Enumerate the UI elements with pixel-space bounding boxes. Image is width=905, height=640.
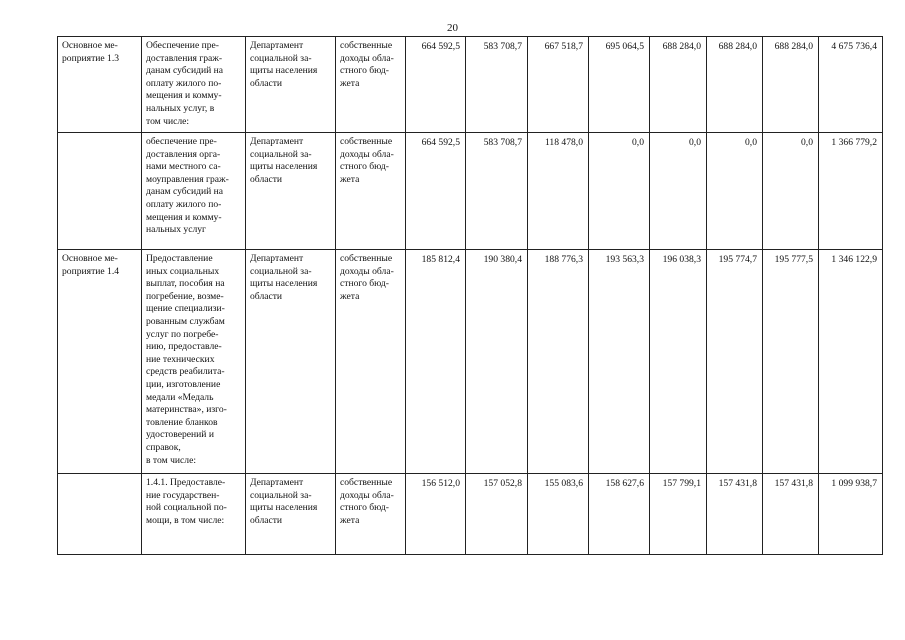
value-cell: 155 083,6 [528,474,589,555]
value-cell: 583 708,7 [466,37,528,133]
budget-table [57,36,883,555]
value-cell: 185 812,4 [406,250,466,474]
source-cell: собственные доходы обла- стного бюд- жета [336,474,406,555]
value-cell: 583 708,7 [466,133,528,250]
value-cell: 158 627,6 [589,474,650,555]
description-cell: Обеспечение пре- доставления граж- данам субсидий на оплату жилого по- мещения и комму- нальных услуг, в том числе: [142,37,246,133]
value-cell: 195 774,7 [707,250,763,474]
value-cell: 0,0 [650,133,707,250]
description-cell: обеспечение пре- доставления орга- нами местного са- моуправления граж- данам субсидий на оплату жилого по- мещения и комму- нальных услуг [142,133,246,250]
source-cell: собственные доходы обла- стного бюд- жета [336,37,406,133]
value-cell: 188 776,3 [528,250,589,474]
value-cell: 193 563,3 [589,250,650,474]
executor-cell: Департамент социальной за- щиты населения области [246,474,336,555]
executor-cell: Департамент социальной за- щиты населения области [246,37,336,133]
value-cell: 664 592,5 [406,37,466,133]
total-cell: 1 346 122,9 [819,250,883,474]
table-row [58,250,883,474]
table-row [58,37,883,133]
value-cell: 0,0 [707,133,763,250]
value-cell: 664 592,5 [406,133,466,250]
value-cell: 0,0 [589,133,650,250]
value-cell: 157 052,8 [466,474,528,555]
value-cell: 688 284,0 [650,37,707,133]
value-cell: 157 431,8 [763,474,819,555]
measure-cell: Основное ме- роприятие 1.4 [58,250,142,474]
value-cell: 157 431,8 [707,474,763,555]
total-cell: 1 099 938,7 [819,474,883,555]
value-cell: 195 777,5 [763,250,819,474]
value-cell: 688 284,0 [707,37,763,133]
value-cell: 667 518,7 [528,37,589,133]
description-cell: Предоставление иных социальных выплат, пособия на погребение, возме- щение специализи- рованным службам услуг по погребе- нию, предоставле- ние технических средств реабилита- ции, изготовление медали «Медаль материнства», изго- товление бланков удостоверений и справок, в том числе: [142,250,246,474]
value-cell: 0,0 [763,133,819,250]
value-cell: 118 478,0 [528,133,589,250]
measure-cell: Основное ме- роприятие 1.3 [58,37,142,133]
source-cell: собственные доходы обла- стного бюд- жета [336,250,406,474]
measure-cell [58,474,142,555]
total-cell: 4 675 736,4 [819,37,883,133]
table-row [58,474,883,555]
executor-cell: Департамент социальной за- щиты населения области [246,250,336,474]
page-number: 20 [447,22,458,34]
description-cell: 1.4.1. Предоставле- ние государствен- ной социальной по- мощи, в том числе: [142,474,246,555]
value-cell: 688 284,0 [763,37,819,133]
source-cell: собственные доходы обла- стного бюд- жета [336,133,406,250]
value-cell: 156 512,0 [406,474,466,555]
value-cell: 196 038,3 [650,250,707,474]
executor-cell: Департамент социальной за- щиты населения области [246,133,336,250]
table-row [58,133,883,250]
value-cell: 695 064,5 [589,37,650,133]
value-cell: 157 799,1 [650,474,707,555]
total-cell: 1 366 779,2 [819,133,883,250]
measure-cell [58,133,142,250]
value-cell: 190 380,4 [466,250,528,474]
